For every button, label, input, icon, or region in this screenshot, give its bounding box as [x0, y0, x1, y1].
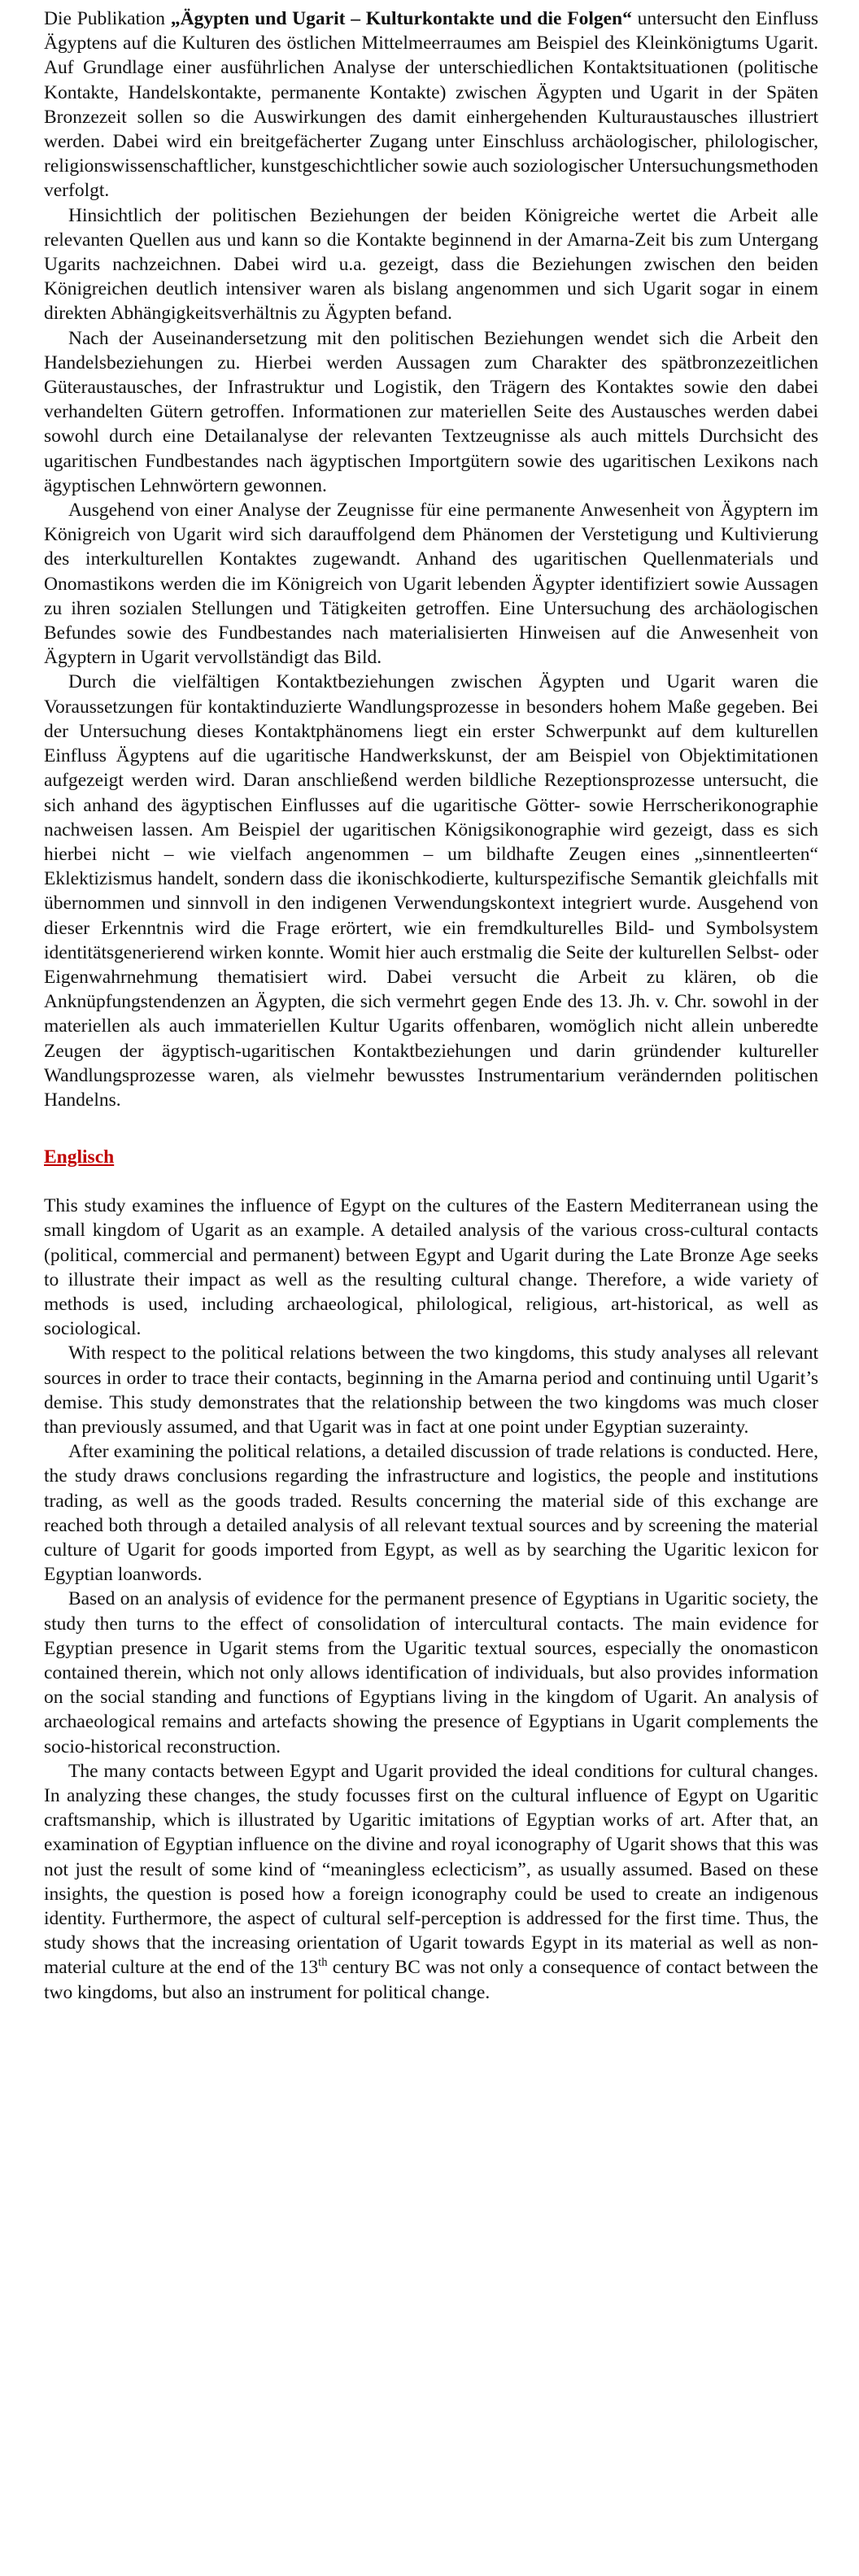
english-abstract — [44, 1194, 818, 2005]
english-paragraph-2: With respect to the political relations between the two kingdoms, this study analyses all relevant sources in order to trace their contacts, beginning in the Amarna period and continuing until Ugarit’s demise. This study demonstrates that the relationship between the two kingdoms was much closer than previously assumed, and that Ugarit was in fact at one point under Egyptian suzerainty. — [44, 1343, 818, 1438]
german-paragraph-2: Hinsichtlich der politischen Beziehungen der beiden Königreiche wertet die Arbeit alle relevanten Quellen aus und kann so die Kontakte beginnend in der Amarna-Zeit bis zum Untergang Ugarits nachzeichnen. Dabei wird u.a. gezeigt, dass die Beziehungen zwischen den beiden Königreichen deutlich intensiver waren als bislang angenommen und sich Ugarit sogar in einem direkten Abhängigkeitsverhältnis zu Ägypten befand. — [44, 204, 818, 325]
section-heading-english: Englisch — [44, 1146, 115, 1168]
publication-title: „Ägypten und Ugarit – Kulturkontakte und die Folgen“ — [170, 8, 632, 29]
german-paragraph-4: Ausgehend von einer Analyse der Zeugnisse für eine permanente Anwesenheit von Ägyptern im Königreich von Ugarit wird sich darauffolgend dem Phänomen der Verstetigung und Kultivierung des interkulturellen Kontaktes zugewandt. Anhand des ugaritischen Quellenmaterials und Onomastikons werden die im Königreich von Ugarit lebenden Ägypter identifiziert sowie Aussagen zu ihren sozialen Stellungen und Tätigkeiten getroffen. Eine Untersuchung des archäologischen Befundes sowie des Fundbestandes nach materialisierten Hinweisen auf die Anwesenheit von Ägyptern in Ugarit vervollständigt das Bild. — [44, 500, 818, 669]
ordinal-superscript: th — [318, 1956, 328, 1970]
english-paragraph-1: This study examines the influence of Egypt on the cultures of the Eastern Mediterranean using the small kingdom of Ugarit as an example. A detailed analysis of the various cross-cultural contacts (political, commercial and permanent) between Egypt and Ugarit during the Late Bronze Age seeks to illustrate their impact as well as the resulting cultural change. Therefore, a wide variety of methods is used, including archaeological, philological, religious, art-historical, as well as sociological. — [44, 1195, 818, 1340]
german-paragraph-1: Die Publikation „Ägypten und Ugarit – Kulturkontakte und die Folgen“ untersucht den Einfluss Ägyptens auf die Kulturen des östlichen Mittelmeerraumes am Beispiel des Kleinkönigtums Ugarit. Auf Grundlage einer ausführlichen Analyse der unterschiedlichen Kontaktsituationen (politische Kontakte, Handelskontakte, permanente Kontakte) zwischen Ägypten und Ugarit in der Späten Bronzezeit sollen so die Auswirkungen des damit einhergehenden Kulturaustausches illustriert werden. Dabei wird ein breitgefächerter Zugang unter Einschluss archäologischer, philologischer, religionswissenschaftlicher, kunstgeschichtlicher sowie auch soziologischer Untersuchungsmethoden verfolgt. — [44, 8, 818, 202]
german-paragraph-5: Durch die vielfältigen Kontaktbeziehungen zwischen Ägypten und Ugarit waren die Voraussetzungen für kontaktinduzierte Wandlungsprozesse in besonders hohem Maße gegeben. Bei der Untersuchung dieses Kontaktphänomens liegt ein erster Schwerpunkt auf dem kulturellen Einfluss Ägyptens auf die ugaritische Handwerkskunst, der am Beispiel von Objektimitationen aufgezeigt werden wird. Daran anschließend werden bildliche Rezeptionsprozesse untersucht, die sich anhand des ägyptischen Einflusses auf die ugaritische Götter- sowie Herrscherikonographie nachweisen lassen. Am Beispiel der ugaritischen Königsikonographie wird gezeigt, dass es sich hierbei nicht – wie vielfach angenommen – um bildhafte Zeugen eines „sinnentleerten“ Eklektizismus handelt, sondern dass die ikonischkodierte, kulturspezifische Semantik gleichfalls mit übernommen und sinnvoll in den indigenen Verwendungskontext integriert wurde. Ausgehend von dieser Erkenntnis wird die Frage erörtert, wie ein fremdkulturelles Bild- und Symbolsystem identitätsgenerierend wirken konnte. Womit hier auch erstmalig die Seite der kulturellen Selbst- oder Eigenwahrnehmung thematisiert wird. Dabei versucht die Arbeit zu klären, ob die Anknüpfungstendenzen an Ägypten, die sich vermehrt gegen Ende des 13. Jh. v. Chr. sowohl in der materiellen als auch immateriellen Kultur Ugarits offenbaren, womöglich nicht allein unberedte Zeugen der ägyptisch-ugaritischen Kontaktbeziehungen und darin gründender kultureller Wandlungsprozesse waren, als vielmehr bewusstes Instrumentarium verändernden politischen Handelns. — [44, 671, 818, 1111]
document-page — [44, 7, 818, 2005]
english-paragraph-5: The many contacts between Egypt and Ugarit provided the ideal conditions for cultural changes. In analyzing these changes, the study focusses first on the cultural influence of Egypt on Ugaritic craftsmanship, which is illustrated by Ugaritic imitations of Egyptian works of art. After that, an examination of Egyptian influence on the divine and royal iconography of Ugarit shows that this was not just the result of some kind of “meaningless eclecticism”, as usually assumed. Based on these insights, the question is posed how a foreign iconography could be used to create an indigenous identity. Furthermore, the aspect of cultural self-perception is addressed for the first time. Thus, the study shows that the increasing orientation of Ugarit towards Egypt in its material as well as non-material culture at the end of the 13th century BC was not only a consequence of contact between the two kingdoms, but also an instrument for political change. — [44, 1760, 818, 2003]
english-paragraph-3: After examining the political relations, a detailed discussion of trade relations is conducted. Here, the study draws conclusions regarding the infrastructure and logistics, the people and institutions trading, as well as the goods traded. Results concerning the material side of this exchange are reached both through a detailed analysis of all relevant textual sources and by screening the material culture of Ugarit for goods imported from Egypt, as well as by searching the Ugaritic lexicon for Egyptian loanwords. — [44, 1441, 818, 1586]
german-abstract — [44, 7, 818, 1112]
german-paragraph-3: Nach der Auseinandersetzung mit den politischen Beziehungen wendet sich die Arbeit den Handelsbeziehungen zu. Hierbei werden Aussagen zum Charakter des spätbronzezeitlichen Güteraustausches, der Infrastruktur und Logistik, den Trägern des Kontaktes sowie den dabei verhandelten Gütern getroffen. Informationen zur materiellen Seite des Austausches werden dabei sowohl durch eine Detailanalyse der relevanten Textzeugnisse als auch mittels Durchsicht des ugaritischen Fundbestandes nach ägyptischen Importgütern sowie des ugaritischen Lexikons nach ägyptischen Lehnwörtern gewonnen. — [44, 327, 818, 496]
english-paragraph-4: Based on an analysis of evidence for the permanent presence of Egyptians in Ugaritic society, the study then turns to the effect of consolidation of intercultural contacts. The main evidence for Egyptian presence in Ugarit stems from the Ugaritic textual sources, especially the onomasticon contained therein, which not only allows identification of individuals, but also provides information on the social standing and functions of Egyptians living in the kingdom of Ugarit. An analysis of archaeological remains and artefacts showing the presence of Egyptians in Ugarit complements the socio-historical reconstruction. — [44, 1588, 818, 1757]
